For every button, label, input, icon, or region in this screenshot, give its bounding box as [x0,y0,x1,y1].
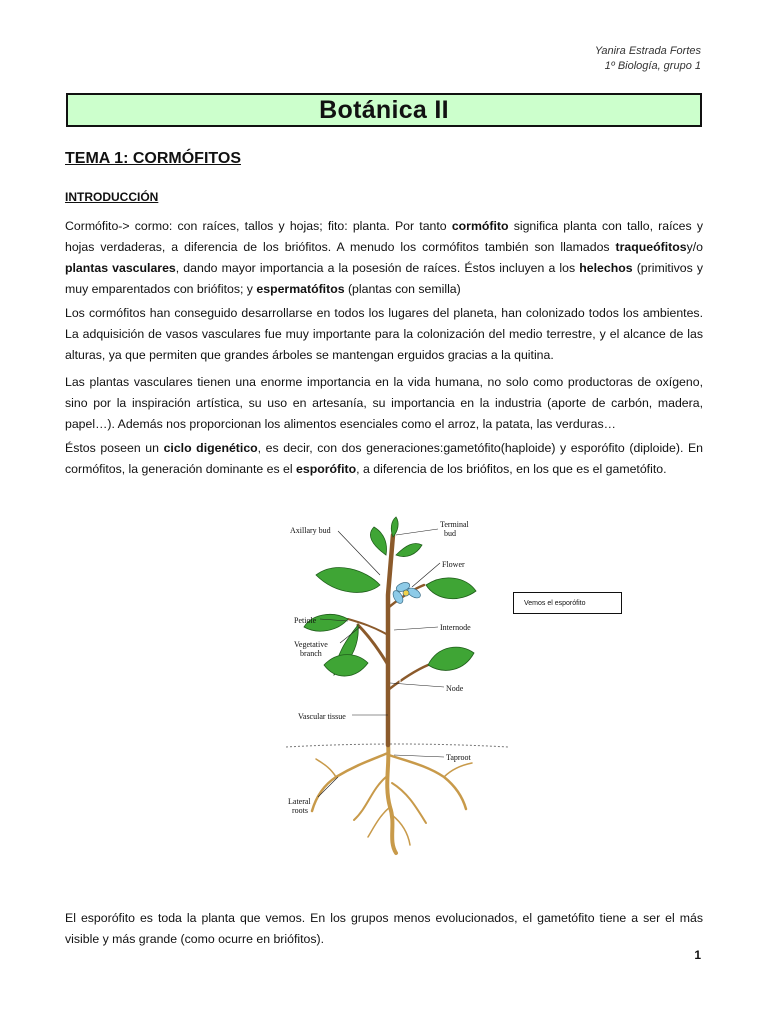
label-node: Node [446,684,464,693]
label-branch: branch [300,649,322,658]
course-info: 1º Biología, grupo 1 [604,60,701,72]
paragraph-3: Las plantas vasculares tienen una enorme importancia en la vida humana, no solo como productoras de oxígeno, sino por la inspiración artística, su uso en artesanía, su importancia en la industria (aporte de carbón, madera, papel…). Además nos proporcionan los alimentos esenciales como el arroz, la patata, las verduras… [65,375,703,431]
section-heading: INTRODUCCIÓN [65,190,159,204]
label-taproot: Taproot [446,753,471,762]
paragraph-2: Los cormófitos han conseguido desarrollarse en todos los lugares del planeta, han colonizado todos los ambientes. La adquisición de vasos vasculares fue muy importante para la colonización del medio terrestre, y el alcance de las alturas, ya que permiten que grandes árboles se mantengan erguidos gracias a la quitina. [65,306,703,362]
page-number: 1 [694,948,701,962]
label-roots: roots [292,806,308,815]
plant-diagram [276,515,516,860]
title-box [66,93,702,127]
page-header [595,44,701,74]
label-lateral: Lateral [288,797,311,806]
label-vegetative: Vegetative [294,640,328,649]
author-name: Yanira Estrada Fortes [594,45,701,57]
label-terminal-bud-2: bud [444,529,456,538]
paragraph-4: Éstos poseen un ciclo digenético, es decir, con dos generaciones:gametófito(haploide) y esporófito (diploide). En cormófitos, la generación dominante es el esporófito, a diferencia de los briófitos, en los que es el gametófito. [65,441,703,476]
label-petiole: Petiole [294,616,317,625]
figure-caption: Vemos el esporófito [513,592,622,614]
stem [348,535,428,745]
paragraph-5: El esporófito es toda la planta que vemos. En los grupos menos evolucionados, el gametófito tiene a ser el más visible y más grande (como ocurre en briófitos). [65,911,703,946]
chapter-heading: TEMA 1: CORMÓFITOS [65,150,241,167]
paragraph-1: Cormófito-> cormo: con raíces, tallos y hojas; fito: planta. Por tanto cormófito significa planta con tallo, raíces y hojas verdaderas, a diferencia de los briófitos. A menudo los cormófitos también son llamados traqueófitosy/o plantas vasculares, dando mayor importancia a la posesión de raíces. Éstos incluyen a los helechos (primitivos y muy emparentados con briófitos; y espermatófitos (plantas con semilla) [65,219,703,296]
document-title: Botánica II [319,95,449,124]
label-flower: Flower [442,560,465,569]
label-vascular-tissue: Vascular tissue [298,712,346,721]
label-axillary-bud: Axillary bud [290,526,331,535]
label-internode: Internode [440,623,471,632]
label-terminal-bud: Terminal [440,520,469,529]
